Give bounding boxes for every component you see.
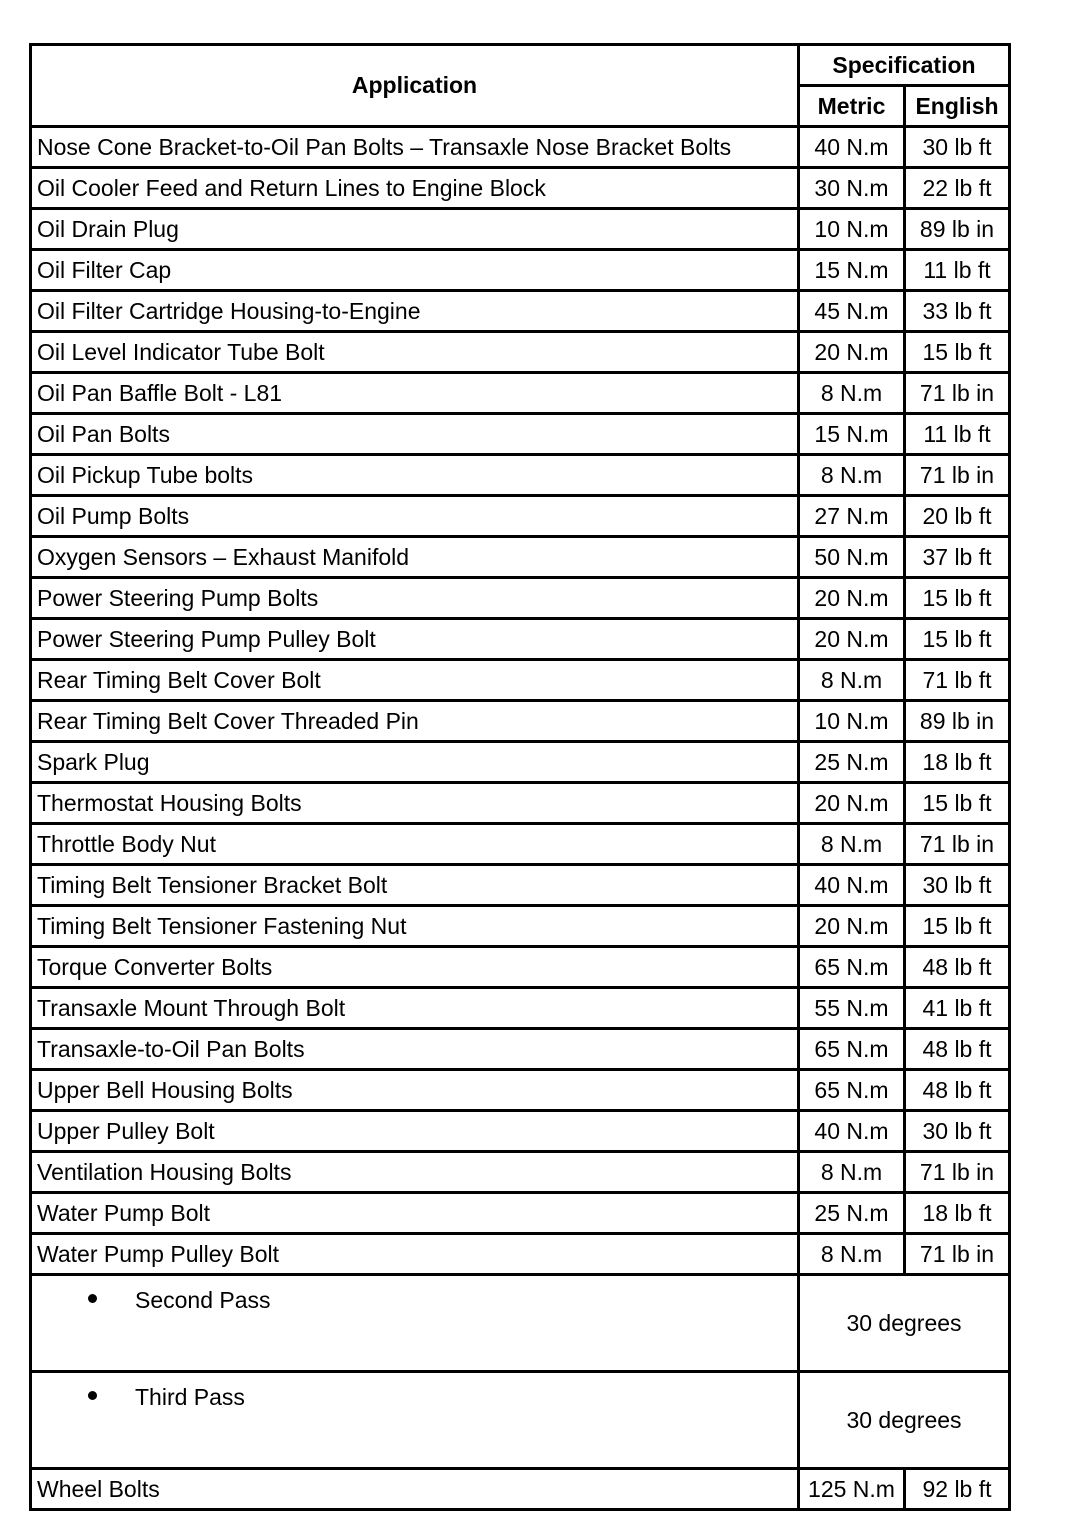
table-row: [31, 578, 1010, 619]
row-english: 71 lb ft: [905, 660, 1010, 701]
row-english: 18 lb ft: [905, 1193, 1010, 1234]
row-metric: 40 N.m: [799, 1111, 905, 1152]
row-metric: 40 N.m: [799, 865, 905, 906]
table-row: [31, 988, 1010, 1029]
row-application: Oil Pan Bolts: [31, 414, 799, 455]
table-row: [31, 414, 1010, 455]
row-metric: 15 N.m: [799, 250, 905, 291]
row-english: 15 lb ft: [905, 578, 1010, 619]
row-application: Spark Plug: [31, 742, 799, 783]
row-metric: 8 N.m: [799, 660, 905, 701]
subrow-application: [31, 1275, 799, 1372]
table-row: [31, 783, 1010, 824]
row-english: 48 lb ft: [905, 1070, 1010, 1111]
row-metric: 8 N.m: [799, 1152, 905, 1193]
table-row: [31, 455, 1010, 496]
subrow-label: Third Pass: [135, 1384, 245, 1410]
row-metric: 30 N.m: [799, 168, 905, 209]
row-application: Thermostat Housing Bolts: [31, 783, 799, 824]
row-application: Ventilation Housing Bolts: [31, 1152, 799, 1193]
row-metric: 8 N.m: [799, 1234, 905, 1275]
table-row: [31, 1111, 1010, 1152]
table-row: [31, 619, 1010, 660]
table-row: [31, 1029, 1010, 1070]
row-metric: 15 N.m: [799, 414, 905, 455]
row-metric: 50 N.m: [799, 537, 905, 578]
row-english: 71 lb in: [905, 1152, 1010, 1193]
row-application: Throttle Body Nut: [31, 824, 799, 865]
row-english: 71 lb in: [905, 455, 1010, 496]
table-row: [31, 1152, 1010, 1193]
table-row: [31, 947, 1010, 988]
row-english: 71 lb in: [905, 824, 1010, 865]
row-application: Oil Drain Plug: [31, 209, 799, 250]
row-application: Oxygen Sensors – Exhaust Manifold: [31, 537, 799, 578]
row-english: 18 lb ft: [905, 742, 1010, 783]
row-english: 41 lb ft: [905, 988, 1010, 1029]
row-metric: 8 N.m: [799, 373, 905, 414]
row-application: Timing Belt Tensioner Fastening Nut: [31, 906, 799, 947]
row-english: 71 lb in: [905, 373, 1010, 414]
bullet-icon: [88, 1391, 97, 1400]
row-metric: 8 N.m: [799, 455, 905, 496]
subrow-specification: 30 degrees: [799, 1275, 1010, 1372]
row-application: Oil Pump Bolts: [31, 496, 799, 537]
table-row: [31, 537, 1010, 578]
row-english: 48 lb ft: [905, 947, 1010, 988]
row-metric: 65 N.m: [799, 1070, 905, 1111]
row-application: Transaxle-to-Oil Pan Bolts: [31, 1029, 799, 1070]
subrow-application: [31, 1372, 799, 1469]
row-english: 15 lb ft: [905, 783, 1010, 824]
row-application: Power Steering Pump Bolts: [31, 578, 799, 619]
header-application: Application: [31, 45, 799, 127]
torque-spec-table: [29, 43, 1011, 1511]
header-english: English: [905, 86, 1010, 127]
table-subrow: [31, 1275, 1010, 1372]
row-english: 30 lb ft: [905, 865, 1010, 906]
table-row: [31, 209, 1010, 250]
row-metric: 65 N.m: [799, 947, 905, 988]
row-metric: 20 N.m: [799, 332, 905, 373]
row-application: Water Pump Pulley Bolt: [31, 1234, 799, 1275]
table-row: [31, 127, 1010, 168]
table-row: [31, 250, 1010, 291]
row-application: Rear Timing Belt Cover Bolt: [31, 660, 799, 701]
row-application: Oil Filter Cap: [31, 250, 799, 291]
row-english: 15 lb ft: [905, 332, 1010, 373]
table-row: [31, 332, 1010, 373]
table-row: [31, 742, 1010, 783]
row-metric: 65 N.m: [799, 1029, 905, 1070]
row-application: Oil Pan Baffle Bolt - L81: [31, 373, 799, 414]
row-application: Oil Pickup Tube bolts: [31, 455, 799, 496]
row-english: 11 lb ft: [905, 414, 1010, 455]
table-row: [31, 373, 1010, 414]
row-application: Nose Cone Bracket-to-Oil Pan Bolts – Transaxle Nose Bracket Bolts: [31, 127, 799, 168]
table-row: [31, 701, 1010, 742]
row-metric: 40 N.m: [799, 127, 905, 168]
row-application: Oil Level Indicator Tube Bolt: [31, 332, 799, 373]
row-english: 11 lb ft: [905, 250, 1010, 291]
row-metric: 10 N.m: [799, 209, 905, 250]
header-specification: Specification: [799, 45, 1010, 86]
row-english: 30 lb ft: [905, 1111, 1010, 1152]
row-english: 37 lb ft: [905, 537, 1010, 578]
row-english: 15 lb ft: [905, 906, 1010, 947]
row-metric: 45 N.m: [799, 291, 905, 332]
row-english: 89 lb in: [905, 701, 1010, 742]
subrow-specification: 30 degrees: [799, 1372, 1010, 1469]
table-row: [31, 496, 1010, 537]
row-application: Rear Timing Belt Cover Threaded Pin: [31, 701, 799, 742]
row-application: Water Pump Bolt: [31, 1193, 799, 1234]
row-metric: 25 N.m: [799, 1193, 905, 1234]
row-application: Transaxle Mount Through Bolt: [31, 988, 799, 1029]
header-metric: Metric: [799, 86, 905, 127]
row-metric: 20 N.m: [799, 578, 905, 619]
row-english: 30 lb ft: [905, 127, 1010, 168]
row-application: Oil Filter Cartridge Housing-to-Engine: [31, 291, 799, 332]
subrow-label: Second Pass: [135, 1287, 271, 1313]
table-subrow: [31, 1372, 1010, 1469]
row-application: Oil Cooler Feed and Return Lines to Engine Block: [31, 168, 799, 209]
row-english: 22 lb ft: [905, 168, 1010, 209]
row-english: 15 lb ft: [905, 619, 1010, 660]
table-row: [31, 1469, 1010, 1510]
row-application: Power Steering Pump Pulley Bolt: [31, 619, 799, 660]
table-row: [31, 1234, 1010, 1275]
row-application: Upper Pulley Bolt: [31, 1111, 799, 1152]
table-row: [31, 660, 1010, 701]
table-row: [31, 291, 1010, 332]
row-metric: 20 N.m: [799, 906, 905, 947]
row-application: Timing Belt Tensioner Bracket Bolt: [31, 865, 799, 906]
row-application: Torque Converter Bolts: [31, 947, 799, 988]
row-metric: 20 N.m: [799, 619, 905, 660]
row-english: 20 lb ft: [905, 496, 1010, 537]
row-english: 48 lb ft: [905, 1029, 1010, 1070]
table-row: [31, 865, 1010, 906]
row-metric: 25 N.m: [799, 742, 905, 783]
row-english: 33 lb ft: [905, 291, 1010, 332]
table-row: [31, 168, 1010, 209]
row-english: 89 lb in: [905, 209, 1010, 250]
row-english: 92 lb ft: [905, 1469, 1010, 1510]
row-metric: 55 N.m: [799, 988, 905, 1029]
row-metric: 8 N.m: [799, 824, 905, 865]
row-metric: 125 N.m: [799, 1469, 905, 1510]
table-row: [31, 906, 1010, 947]
row-english: 71 lb in: [905, 1234, 1010, 1275]
row-application: Wheel Bolts: [31, 1469, 799, 1510]
table-row: [31, 824, 1010, 865]
bullet-icon: [88, 1294, 97, 1303]
table-row: [31, 1193, 1010, 1234]
row-metric: 20 N.m: [799, 783, 905, 824]
row-metric: 27 N.m: [799, 496, 905, 537]
table-row: [31, 1070, 1010, 1111]
row-application: Upper Bell Housing Bolts: [31, 1070, 799, 1111]
row-metric: 10 N.m: [799, 701, 905, 742]
